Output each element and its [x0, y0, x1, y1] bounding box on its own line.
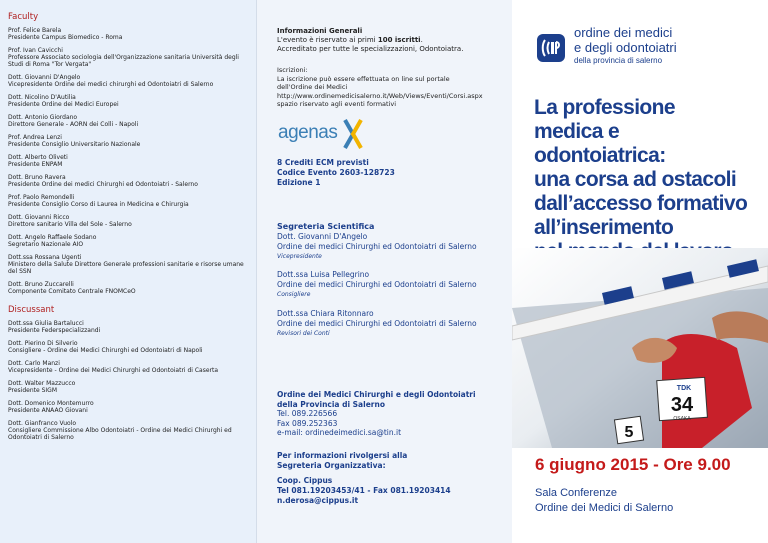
contatti-subtitle: della Provincia di Salerno [277, 399, 385, 409]
general-info-title: Informazioni Generali [277, 27, 363, 35]
event-venue-line1: Sala Conferenze [535, 487, 617, 499]
ordine-logo-icon [537, 34, 565, 62]
contatti-block [277, 390, 505, 438]
person-role: Consigliere [277, 291, 311, 298]
discussant-title: Discussant [8, 305, 55, 315]
person-role: Vicepresidente - Ordine dei Medici Chirurghi ed Odontoiatri di Caserta [8, 367, 219, 374]
person-name: Dott. Giovanni D'Angelo [8, 74, 81, 81]
person-name: Dott. Bruno Zuccarelli [8, 281, 74, 288]
faculty-list [8, 27, 248, 295]
discussant-list [8, 320, 248, 441]
segreteria-scientifica-title: Segreteria Scientifica [277, 222, 375, 231]
bib-brand: TDK [676, 385, 692, 392]
person-entry [8, 114, 248, 128]
person-name: Dott. Antonio Giordano [8, 114, 78, 121]
person-role: Presidente Ordine dei medici Chirurghi ed Odontoiatri - Salerno [8, 181, 198, 188]
person-entry [8, 360, 248, 374]
iscrizioni-label: Iscrizioni: [277, 66, 308, 74]
person-entry [8, 47, 248, 68]
general-info-line1: L'evento è riservato ai primi 100 iscritti. [277, 36, 423, 44]
person-entry [8, 154, 248, 168]
person-name: Dott. Giovanni Ricco [8, 214, 70, 221]
organizzativa-line: Segreteria Organizzativa: [277, 461, 386, 470]
person-entry [8, 281, 248, 295]
person-name: Dott. Carlo Manzi [8, 360, 60, 367]
segreteria-person [277, 270, 505, 300]
person-name: Dott.ssa Luisa Pellegrino [277, 270, 370, 279]
person-role: Direttore Generale - AORN dei Colli - Napoli [8, 121, 139, 128]
person-entry [8, 174, 248, 188]
organizzativa-line: Per informazioni rivolgersi alla [277, 451, 408, 460]
person-role: Segretario Nazionale AIO [8, 241, 84, 248]
person-name: Prof. Andrea Lenzi [8, 134, 62, 141]
person-org: Ordine dei medici Chirurghi ed Odontoiatri di Salerno [277, 319, 477, 328]
headline-line: medica e odontoiatrica: [534, 120, 666, 167]
person-entry [8, 340, 248, 354]
person-org: Ordine dei medici Chirurghi ed Odontoiatri di Salerno [277, 280, 477, 289]
ecm-edition: Edizione 1 [277, 178, 321, 187]
logo-line2: e degli odontoiatri [574, 40, 677, 55]
person-role: Presidente Ordine dei Medici Europei [8, 101, 119, 108]
person-entry [8, 27, 248, 41]
logo-line1: ordine dei medici [574, 25, 673, 40]
person-entry [8, 194, 248, 208]
ecm-code: Codice Evento 2603-128723 [277, 168, 395, 177]
contatti-title: Ordine dei Medici Chirurghi e degli Odontoiatri [277, 390, 476, 399]
organizzativa-block [277, 451, 505, 506]
contatti-email[interactable]: e-mail: ordinedeimedici.sa@tin.it [277, 428, 402, 438]
person-role: Presidente Consiglio Corso di Laurea in Medicina e Chirurgia [8, 201, 189, 208]
person-name: Dott. Bruno Ravera [8, 174, 66, 181]
person-entry [8, 74, 248, 88]
person-name: Dott. Alberto Oliveti [8, 154, 68, 161]
person-role: Presidente ENPAM [8, 161, 63, 168]
hurdle-photo [512, 248, 768, 448]
headline-line: La professione [534, 96, 675, 119]
person-role: Componente Comitato Centrale FNOMCeO [8, 288, 136, 295]
agenas-mark-icon [342, 118, 364, 150]
person-role: Revisori dei Conti [277, 330, 330, 337]
bib-sponsor: OSAKA [673, 416, 691, 422]
person-name: Prof. Paolo Remondelli [8, 194, 75, 201]
general-info-line2: Accreditato per tutte le specializzazioni, Odontoiatra. [277, 45, 464, 53]
person-role: Consigliere - Ordine dei Medici Chirurghi ed Odontoiatri di Napoli [8, 347, 203, 354]
person-org: Ordine dei medici Chirurghi ed Odontoiatri di Salerno [277, 242, 477, 251]
person-name: Dott. Nicolino D'Autilia [8, 94, 76, 101]
person-name: Dott. Domenico Montemurro [8, 400, 94, 407]
person-role: Professore Associato sociologia dell'Organizzazione sanitaria Università degli Studi di Roma "Tor Vergata" [8, 54, 239, 68]
person-role: Direttore sanitario Villa del Sole - Salerno [8, 221, 132, 228]
person-name: Dott.ssa Chiara Ritonnaro [277, 309, 374, 318]
iscrizioni-line: dell'Ordine dei Medici [277, 83, 348, 92]
iscrizioni-line: La iscrizione può essere effettuata on line sul portale [277, 74, 450, 83]
person-role: Consigliere Commissione Albo Odontoiatri - Ordine dei Medici Chirurghi ed Odontoiatri di Salerno [8, 427, 232, 441]
person-role: Vicepresidente Ordine dei medici chirurghi ed Odontoiatri di Salerno [8, 81, 214, 88]
contatti-fax: Fax 089.252363 [277, 418, 338, 428]
person-entry [8, 400, 248, 414]
person-name: Dott. Giovanni D'Angelo [277, 232, 368, 241]
organizzativa-email[interactable]: n.derosa@cippus.it [277, 496, 359, 505]
faculty-panel [0, 0, 256, 543]
person-entry [8, 380, 248, 394]
segreteria-person [277, 309, 505, 339]
person-role: Presidente ANAAO Giovani [8, 407, 88, 414]
event-venue-line2: Ordine dei Medici di Salerno [535, 502, 674, 514]
person-name: Dott.ssa Rossana Ugenti [8, 254, 82, 261]
headline [534, 96, 754, 264]
person-name: Prof. Felice Barela [8, 27, 62, 34]
agenas-logo [278, 118, 366, 150]
bib-number-2: 5 [624, 424, 634, 441]
iscrizioni-line: spazio riservato agli eventi formativi [277, 100, 397, 109]
agenas-logo-text: agenas [278, 122, 338, 143]
person-entry [8, 420, 248, 441]
person-role: Presidente Federspecializzandi [8, 327, 101, 334]
person-name: Prof. Ivan Cavicchi [8, 47, 63, 54]
headline-line: una corsa ad ostacoli [534, 168, 737, 191]
person-name: Dott. Walter Mazzucco [8, 380, 76, 387]
contatti-tel: Tel. 089.226566 [277, 409, 338, 419]
person-name: Dott. Gianfranco Vuolo [8, 420, 77, 427]
person-entry [8, 94, 248, 108]
logo-line3: della provincia di salerno [574, 56, 663, 65]
organizzativa-company: Coop. Cippus [277, 476, 333, 485]
person-entry [8, 134, 248, 148]
bib-number: 34 [670, 394, 694, 416]
ecm-credits: 8 Crediti ECM previsti [277, 158, 369, 167]
faculty-title: Faculty [8, 12, 39, 22]
segreteria-scientifica [277, 222, 505, 262]
person-role: Presidente SIGM [8, 387, 57, 394]
ecm-block [277, 158, 505, 188]
person-role: Presidente Campus Biomedico - Roma [8, 34, 123, 41]
person-entry [8, 234, 248, 248]
iscrizioni-block [277, 66, 505, 109]
person-entry [8, 254, 248, 275]
person-name: Dott. Angelo Raffaele Sodano [8, 234, 97, 241]
organizzativa-phone: Tel 081.19203453/41 - Fax 081.19203414 [277, 486, 451, 495]
event-date: 6 giugno 2015 - Ore 9.00 [535, 455, 731, 474]
headline-line: all’inserimento [534, 216, 674, 239]
person-entry [8, 214, 248, 228]
person-role: Presidente Consiglio Universitario Nazionale [8, 141, 141, 148]
person-name: Dott. Pierino Di Silverio [8, 340, 78, 347]
person-role: Ministero della Salute Direttore Generale professioni sanitarie e risorse umane del SSN [8, 261, 244, 275]
iscrizioni-url[interactable]: http://www.ordinemedicisalerno.it/Web/Views/Eventi/Corsi.aspx [277, 91, 483, 100]
headline-line: dall’accesso formativo [534, 192, 748, 215]
person-entry [8, 320, 248, 334]
general-info [277, 27, 505, 54]
person-role: Vicepresidente [277, 253, 322, 260]
person-name: Dott.ssa Giulia Bartalucci [8, 320, 84, 327]
